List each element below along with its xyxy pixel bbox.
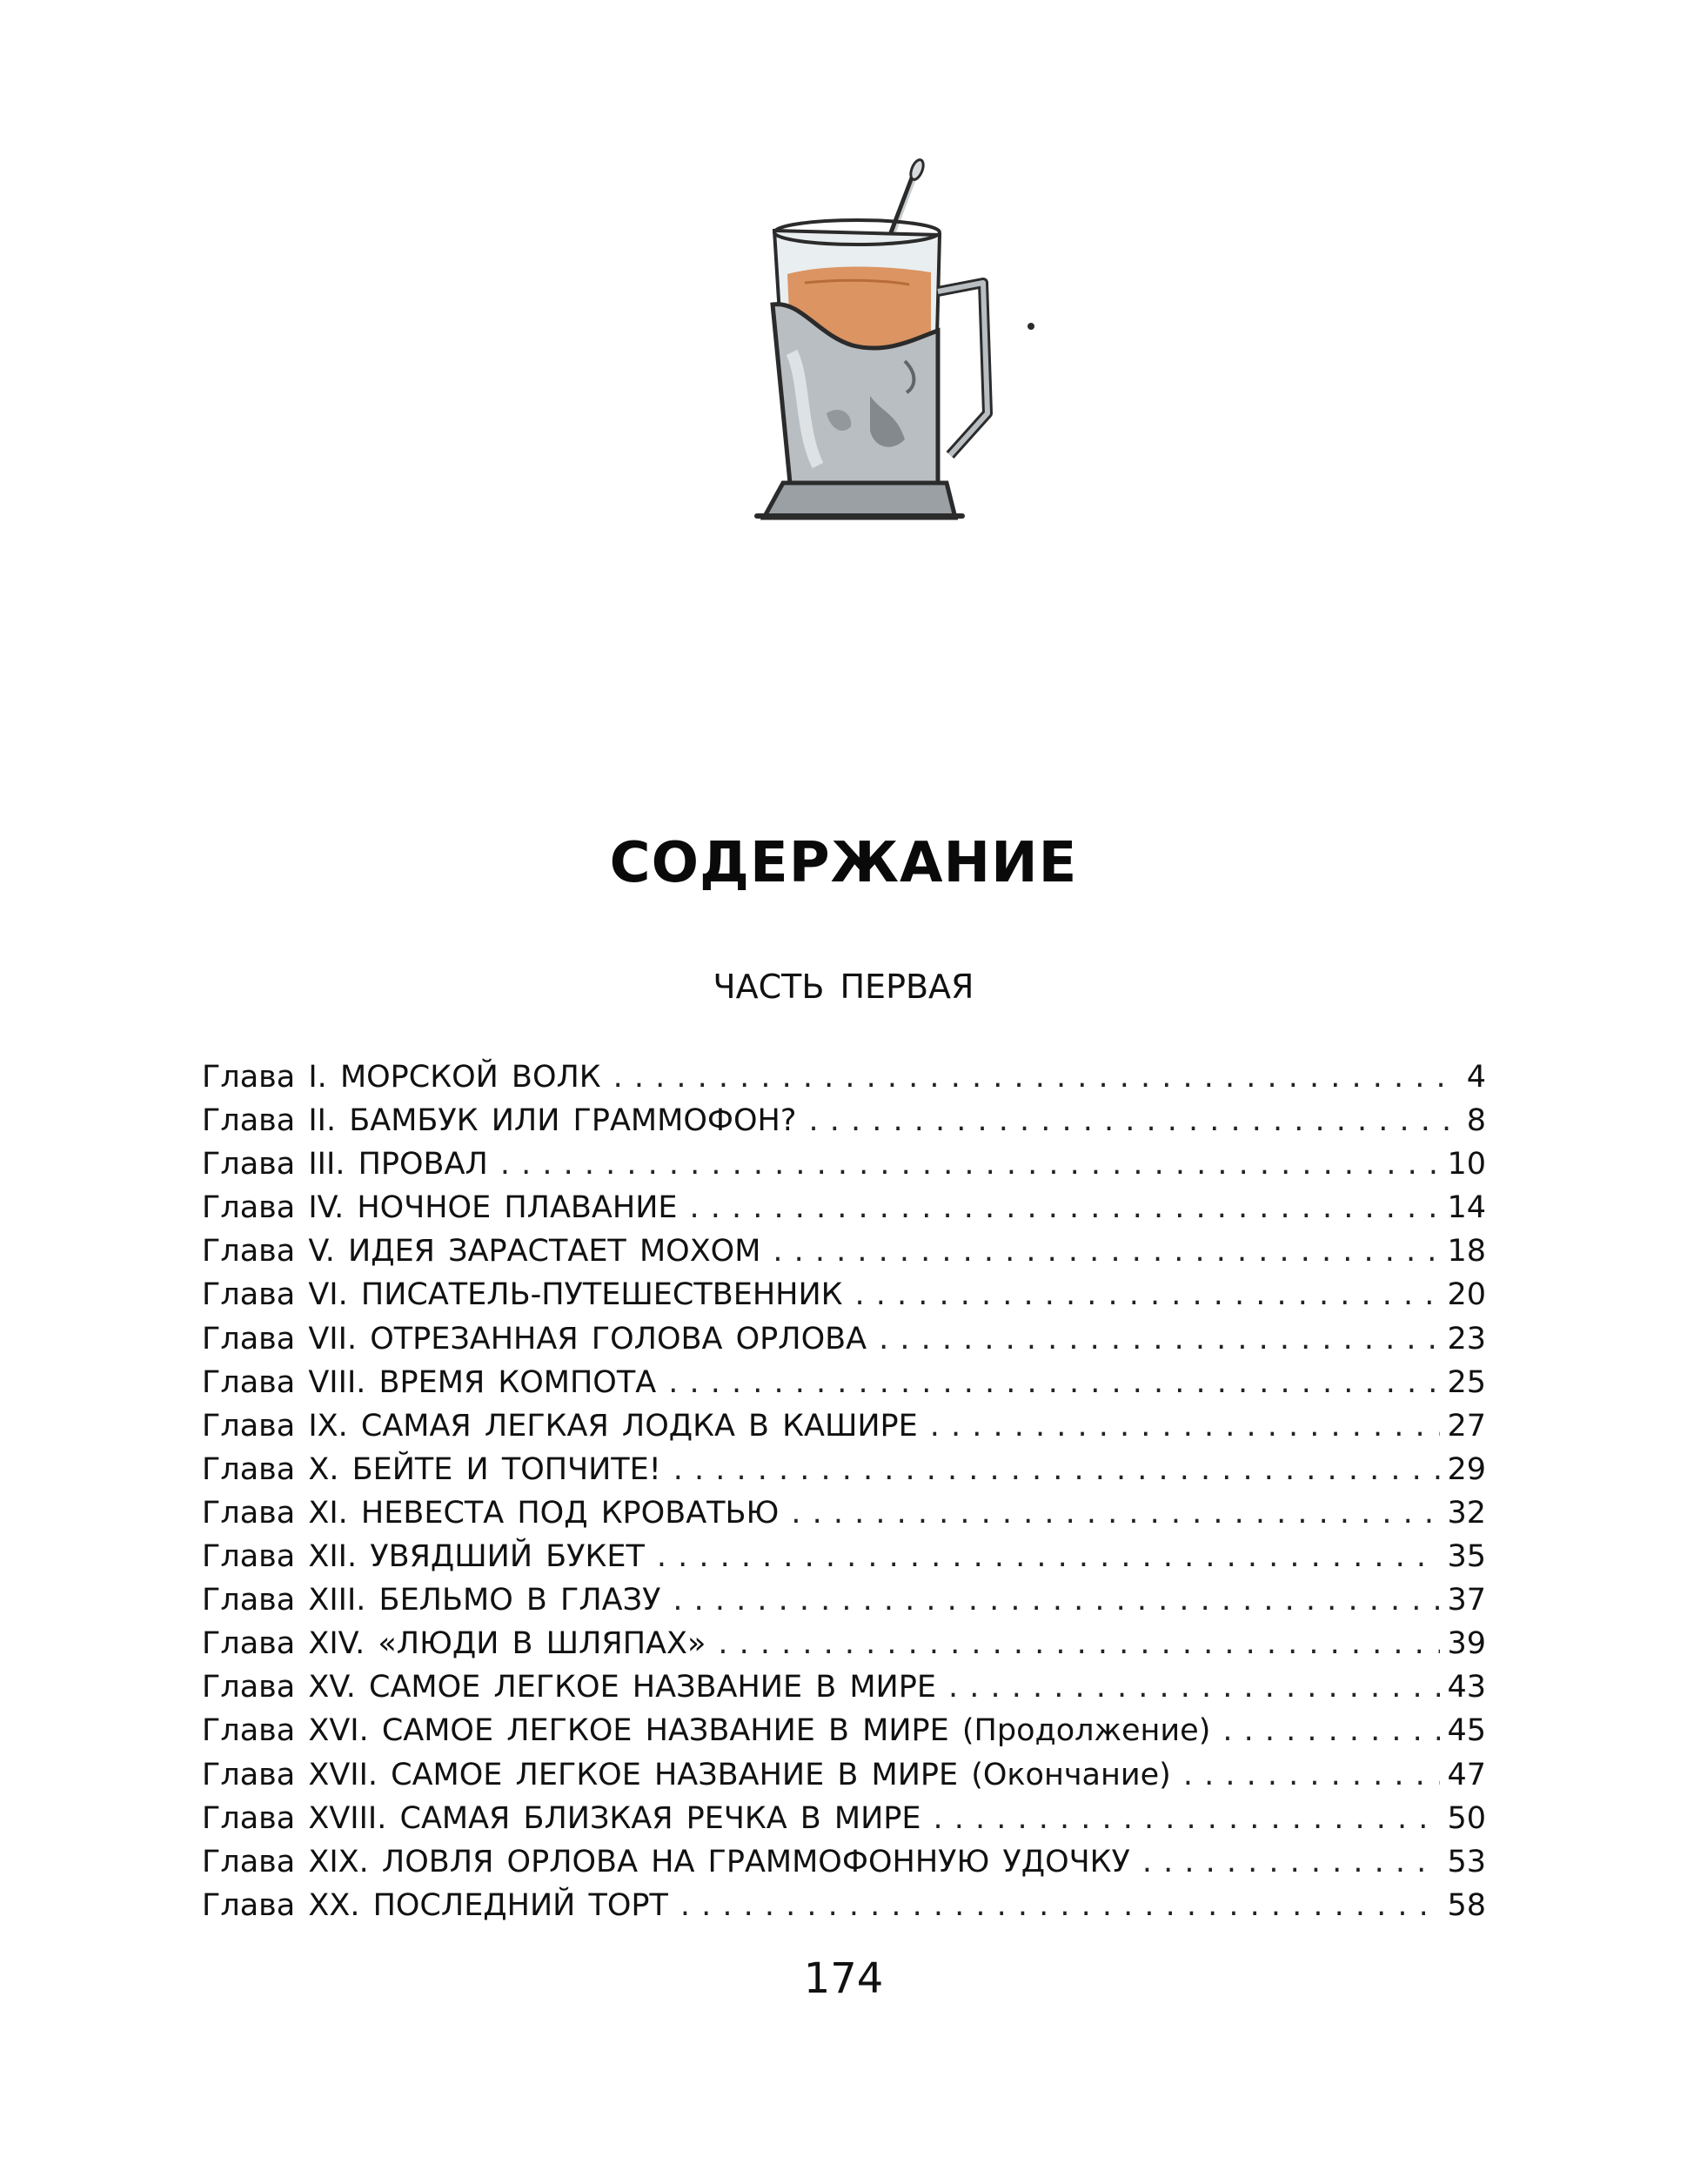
toc-leader-dots: [879, 1322, 1440, 1357]
toc-chapter-title: Глава I. МОРСКОЙ ВОЛК: [202, 1060, 601, 1095]
toc-page-number: 37: [1447, 1583, 1486, 1618]
toc-page-number: 23: [1447, 1321, 1486, 1357]
toc-chapter-title: Глава XVII. САМОЕ ЛЕГКОЕ НАЗВАНИЕ В МИРЕ (Окончание): [202, 1757, 1171, 1792]
toc-page-number: 20: [1447, 1277, 1486, 1313]
toc-chapter-title: Глава VII. ОТРЕЗАННАЯ ГОЛОВА ОРЛОВА: [202, 1321, 867, 1357]
toc-page-number: 43: [1447, 1670, 1486, 1705]
toc-page-number: 50: [1447, 1800, 1486, 1836]
toc-row: [202, 1539, 1486, 1583]
toc-chapter-title: Глава XIX. ЛОВЛЯ ОРЛОВА НА ГРАММОФОННУЮ УДОЧКУ: [202, 1844, 1130, 1879]
toc-leader-dots: [808, 1103, 1459, 1138]
toc-row: [202, 1234, 1486, 1277]
toc-row: [202, 1452, 1486, 1496]
table-of-contents: [202, 1060, 1486, 1932]
toc-row: [202, 1888, 1486, 1932]
toc-leader-dots: [718, 1626, 1440, 1661]
toc-page-number: 39: [1447, 1626, 1486, 1662]
toc-row: [202, 1365, 1486, 1409]
toc-leader-dots: [1222, 1713, 1440, 1748]
toc-chapter-title: Глава XVIII. САМАЯ БЛИЗКАЯ РЕЧКА В МИРЕ: [202, 1800, 921, 1836]
toc-chapter-title: Глава XIV. «ЛЮДИ В ШЛЯПАХ»: [202, 1626, 706, 1662]
toc-chapter-title: Глава XIII. БЕЛЬМО В ГЛАЗУ: [202, 1583, 661, 1618]
part-title: ЧАСТЬ ПЕРВАЯ: [713, 968, 974, 1006]
toc-page-number: 14: [1447, 1190, 1486, 1226]
toc-chapter-title: Глава II. БАМБУК ИЛИ ГРАММОФОН?: [202, 1103, 797, 1139]
page-number: 174: [803, 1954, 884, 2003]
toc-leader-dots: [613, 1060, 1460, 1095]
toc-chapter-title: Глава III. ПРОВАЛ: [202, 1147, 488, 1182]
toc-chapter-title: Глава XII. УВЯДШИЙ БУКЕТ: [202, 1539, 645, 1575]
toc-leader-dots: [791, 1496, 1440, 1531]
toc-page-number: 27: [1447, 1408, 1486, 1444]
toc-page-number: 47: [1447, 1757, 1486, 1792]
toc-leader-dots: [673, 1452, 1441, 1487]
toc-leader-dots: [657, 1539, 1441, 1574]
toc-page-number: 25: [1447, 1364, 1486, 1400]
toc-page-number: 32: [1447, 1495, 1486, 1531]
toc-row: [202, 1758, 1486, 1801]
toc-row: [202, 1845, 1486, 1888]
page-title: СОДЕРЖАНИЕ: [609, 831, 1078, 895]
toc-chapter-title: Глава VIII. ВРЕМЯ КОМПОТА: [202, 1364, 657, 1400]
toc-page-number: 53: [1447, 1844, 1486, 1879]
toc-row: [202, 1496, 1486, 1539]
toc-page-number: 18: [1447, 1234, 1486, 1270]
toc-leader-dots: [1142, 1845, 1441, 1879]
tea-glass-holder-icon: [722, 152, 1053, 553]
toc-page-number: 35: [1447, 1539, 1486, 1575]
toc-row: [202, 1670, 1486, 1713]
toc-leader-dots: [934, 1801, 1441, 1836]
toc-leader-dots: [680, 1888, 1441, 1923]
toc-leader-dots: [948, 1670, 1441, 1705]
toc-page-number: 45: [1447, 1713, 1486, 1749]
toc-row: [202, 1147, 1486, 1190]
toc-page-number: 29: [1447, 1451, 1486, 1487]
toc-leader-dots: [673, 1583, 1440, 1618]
toc-row: [202, 1190, 1486, 1234]
toc-chapter-title: Глава IX. САМАЯ ЛЕГКАЯ ЛОДКА В КАШИРЕ: [202, 1408, 918, 1444]
toc-row: [202, 1626, 1486, 1670]
toc-page-number: 8: [1466, 1103, 1486, 1139]
toc-chapter-title: Глава XX. ПОСЛЕДНИЙ ТОРТ: [202, 1887, 668, 1923]
toc-chapter-title: Глава XV. САМОЕ ЛЕГКОЕ НАЗВАНИЕ В МИРЕ: [202, 1670, 936, 1705]
toc-row: [202, 1713, 1486, 1757]
toc-leader-dots: [1183, 1758, 1441, 1792]
toc-page-number: 4: [1466, 1060, 1486, 1095]
toc-row: [202, 1583, 1486, 1626]
toc-row: [202, 1409, 1486, 1452]
toc-row: [202, 1060, 1486, 1103]
toc-leader-dots: [773, 1234, 1440, 1269]
toc-leader-dots: [668, 1365, 1440, 1400]
toc-chapter-title: Глава VI. ПИСАТЕЛЬ-ПУТЕШЕСТВЕННИК: [202, 1277, 843, 1313]
toc-chapter-title: Глава XI. НЕВЕСТА ПОД КРОВАТЬЮ: [202, 1495, 780, 1531]
toc-row: [202, 1322, 1486, 1365]
toc-leader-dots: [500, 1147, 1441, 1182]
toc-chapter-title: Глава X. БЕЙТЕ И ТОПЧИТЕ!: [202, 1451, 661, 1487]
toc-row: [202, 1277, 1486, 1321]
toc-leader-dots: [690, 1190, 1441, 1225]
toc-row: [202, 1801, 1486, 1845]
toc-leader-dots: [930, 1409, 1441, 1444]
toc-leader-dots: [855, 1277, 1441, 1312]
toc-page-number: 58: [1447, 1887, 1486, 1923]
toc-chapter-title: Глава V. ИДЕЯ ЗАРАСТАЕТ МОХОМ: [202, 1234, 761, 1270]
toc-chapter-title: Глава IV. НОЧНОЕ ПЛАВАНИЕ: [202, 1190, 678, 1226]
toc-chapter-title: Глава XVI. САМОЕ ЛЕГКОЕ НАЗВАНИЕ В МИРЕ (Продолжение): [202, 1713, 1211, 1749]
toc-page-number: 10: [1447, 1147, 1486, 1182]
toc-row: [202, 1103, 1486, 1147]
